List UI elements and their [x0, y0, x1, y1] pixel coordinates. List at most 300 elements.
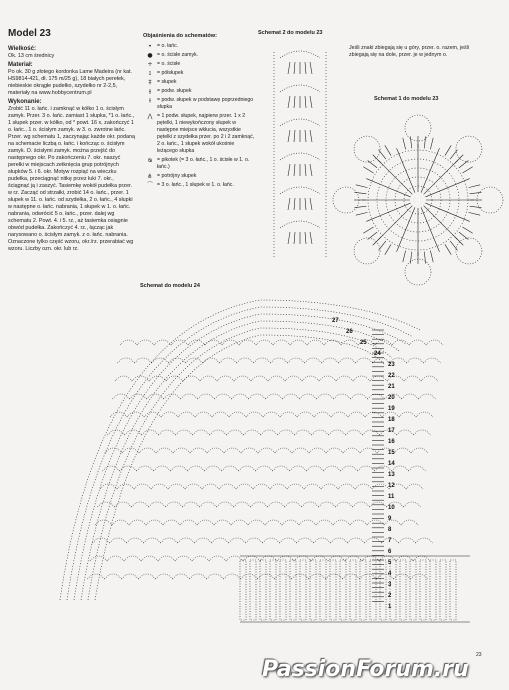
doily-fan-stitch	[424, 136, 425, 148]
border-block	[310, 560, 316, 620]
border-block	[240, 560, 246, 620]
strip-stitch	[288, 164, 290, 176]
row-number-label: 25	[360, 340, 367, 346]
mesh-arch	[232, 394, 249, 399]
mesh-arch	[207, 574, 224, 579]
mesh-arch	[149, 376, 166, 381]
row-number-label: 23	[388, 362, 395, 368]
doily-fan-stitch	[378, 150, 385, 159]
mesh-arch	[200, 502, 217, 507]
row-number-label: 3	[388, 582, 392, 588]
mesh-arch	[394, 448, 411, 453]
row-number-label: 1	[388, 604, 392, 610]
mesh-arch	[348, 412, 365, 417]
mesh-arch	[151, 484, 168, 489]
mesh-arch	[273, 466, 290, 471]
legend-symbol-icon: ‡	[148, 79, 152, 86]
mesh-arch	[152, 358, 169, 363]
mesh-arch	[309, 574, 326, 579]
mesh-arch	[127, 412, 144, 417]
mesh-arch	[353, 376, 370, 381]
doily-fan-stitch	[368, 232, 377, 239]
mesh-arch	[300, 394, 317, 399]
strip-stitch	[305, 164, 306, 176]
strip-arch	[280, 119, 320, 126]
material-heading: Materiał:	[8, 62, 33, 68]
mesh-arch	[200, 376, 217, 381]
legend-symbol-icon: ●	[147, 52, 153, 59]
mesh-arch	[282, 520, 299, 525]
mesh-arch	[288, 358, 305, 363]
doily-stitch	[425, 203, 469, 221]
row-number-label: 17	[388, 428, 395, 434]
bowl-outline	[74, 314, 406, 600]
legend-symbol-icon: ⋀	[147, 113, 153, 120]
mesh-arch	[336, 502, 353, 507]
mesh-arch	[234, 376, 251, 381]
mesh-arch	[324, 466, 341, 471]
legend-symbol-icon: ⋔	[147, 173, 153, 180]
row-number-label: 8	[388, 527, 392, 533]
mesh-arch	[317, 394, 334, 399]
strip-arch	[280, 153, 320, 160]
border-block	[260, 560, 266, 620]
mesh-arch	[254, 358, 271, 363]
mesh-arch	[217, 376, 234, 381]
doily-fan-stitch	[385, 145, 391, 155]
mesh-arch	[283, 394, 300, 399]
mesh-arch	[215, 394, 232, 399]
mesh-arch	[229, 538, 246, 543]
mesh-arch	[134, 484, 151, 489]
mesh-arch	[343, 448, 360, 453]
mesh-arch	[358, 466, 375, 471]
mesh-arch	[237, 358, 254, 363]
watermark-logo: PassionForum.ru	[262, 657, 469, 682]
mesh-arch	[209, 556, 226, 561]
row-number-label: 26	[346, 329, 353, 335]
mesh-arch	[275, 574, 292, 579]
mesh-arch	[414, 430, 431, 435]
strip-stitch	[294, 62, 295, 74]
mesh-arch	[360, 448, 377, 453]
mesh-arch	[164, 394, 181, 399]
mesh-arch	[156, 574, 173, 579]
legend-text: = podw. słupek	[157, 88, 192, 94]
mesh-arch	[275, 448, 292, 453]
mesh-arch	[168, 484, 185, 489]
mesh-arch	[326, 448, 343, 453]
legend-symbol-icon: ⫳	[148, 88, 152, 95]
mesh-arch	[130, 394, 147, 399]
top-note: Jeśli znaki zbiegają się u góry, przer. o. razem, jeśli zbiegają się na dole, przer. je w jednym o.	[349, 45, 470, 58]
mesh-arch	[309, 448, 326, 453]
mesh-arch	[183, 502, 200, 507]
strip-stitch	[294, 232, 295, 244]
mesh-arch	[202, 484, 219, 489]
mesh-arch	[139, 574, 156, 579]
mesh-arch	[251, 502, 268, 507]
strip-arch	[280, 85, 320, 92]
legend-symbol-icon: ɪ	[148, 70, 152, 77]
mesh-arch	[156, 448, 173, 453]
strip-stitch	[288, 130, 290, 142]
legend-text: = pikotek (= 3 o. łańc., 1 o. ścisłe w 1. o. łańc.)	[157, 157, 250, 170]
doily-fan-stitch	[373, 237, 381, 245]
mesh-arch	[266, 394, 283, 399]
mesh-arch	[122, 574, 139, 579]
mesh-arch	[416, 412, 433, 417]
doily-fan-stitch	[430, 138, 433, 150]
mesh-arch	[224, 448, 241, 453]
strip-stitch	[310, 232, 312, 244]
row-number-label: 14	[388, 461, 395, 467]
legend-symbol-icon: +	[147, 61, 153, 68]
mesh-arch	[338, 484, 355, 489]
mesh-arch	[404, 376, 421, 381]
mesh-arch	[113, 394, 130, 399]
mesh-arch	[249, 394, 266, 399]
mesh-arch	[329, 430, 346, 435]
doily-fan-stitch	[455, 237, 463, 245]
strip-stitch	[294, 96, 295, 108]
legend-title: Objaśnienia do schematów:	[143, 33, 217, 39]
mesh-arch	[132, 502, 149, 507]
mesh-arch	[270, 484, 287, 489]
doily-fan-stitch	[354, 206, 366, 207]
mesh-arch	[220, 358, 237, 363]
doily-fan-stitch	[470, 206, 482, 207]
mesh-arch	[399, 412, 416, 417]
mesh-arch	[95, 520, 112, 525]
strip-stitch	[305, 96, 306, 108]
schema-2-label: Schemat 2 do modelu 23	[258, 30, 323, 36]
mesh-arch	[205, 466, 222, 471]
mesh-arch	[234, 502, 251, 507]
mesh-arch	[280, 538, 297, 543]
mesh-arch	[110, 538, 127, 543]
border-block	[390, 560, 396, 620]
row-number-label: 19	[388, 406, 395, 412]
row-number-label: 16	[388, 439, 395, 445]
mesh-arch	[166, 376, 183, 381]
mesh-arch	[292, 448, 309, 453]
mesh-arch	[314, 538, 331, 543]
mesh-arch	[239, 466, 256, 471]
legend-text: = podw. słupek w podstawę poprzedniego słupka	[157, 97, 254, 110]
mesh-arch	[307, 466, 324, 471]
mesh-arch	[146, 520, 163, 525]
doily-fan-stitch	[410, 136, 411, 148]
mesh-arch	[180, 520, 197, 525]
strip-arch	[280, 221, 320, 228]
doily-fan-stitch	[373, 155, 381, 163]
mesh-arch	[149, 502, 166, 507]
work-heading: Wykonanie:	[8, 99, 42, 105]
mesh-arch	[271, 358, 288, 363]
border-block	[280, 560, 286, 620]
mesh-arch	[256, 466, 273, 471]
strip-arch	[280, 187, 320, 194]
strip-stitch	[288, 198, 290, 210]
mesh-arch	[231, 520, 248, 525]
mesh-arch	[171, 466, 188, 471]
legend-symbol-icon: ᴓ	[147, 157, 153, 164]
strip-stitch	[294, 130, 295, 142]
mesh-arch	[217, 502, 234, 507]
mesh-arch	[210, 430, 227, 435]
mesh-arch	[290, 466, 307, 471]
mesh-arch	[348, 538, 365, 543]
doily-fan-stitch	[403, 251, 406, 263]
doily-fan-stitch	[356, 212, 368, 215]
mesh-arch	[280, 412, 297, 417]
mesh-arch	[105, 448, 122, 453]
legend-symbol-icon: ⌒	[146, 182, 153, 189]
border-block	[330, 560, 336, 620]
border-block	[350, 560, 356, 620]
doily-fan-stitch	[378, 241, 385, 250]
mesh-arch	[350, 520, 367, 525]
mesh-arch	[163, 520, 180, 525]
mesh-arch	[409, 466, 426, 471]
legend-text: = 3 o. łańc., 1 słupek w 1. o. łańc.	[157, 182, 234, 188]
doily-fan-stitch	[459, 160, 468, 167]
legend-text: = półsłupek	[157, 70, 184, 76]
doily-fan-stitch	[424, 252, 425, 264]
row-number-label: 11	[388, 494, 395, 500]
mesh-arch	[367, 520, 384, 525]
mesh-arch	[297, 538, 314, 543]
doily-fan-stitch	[368, 160, 377, 167]
schema-24-label: Schemat do modelu 24	[140, 283, 200, 289]
mesh-arch	[203, 358, 220, 363]
doily-fan-stitch	[363, 227, 373, 233]
row-number-label: 21	[388, 384, 395, 390]
mesh-arch	[407, 358, 424, 363]
mesh-arch	[297, 412, 314, 417]
mesh-arch	[166, 502, 183, 507]
row-number-label: 2	[388, 593, 392, 599]
mesh-arch	[253, 484, 270, 489]
mesh-arch	[173, 448, 190, 453]
strip-stitch	[288, 232, 290, 244]
strip-stitch	[305, 232, 306, 244]
mesh-arch	[246, 538, 263, 543]
strip-stitch	[305, 130, 306, 142]
mesh-arch	[178, 538, 195, 543]
mesh-arch	[278, 430, 295, 435]
mesh-arch	[117, 484, 134, 489]
size-heading: Wielkość:	[8, 46, 36, 52]
border-block	[400, 560, 406, 620]
doily-fan-stitch	[469, 185, 481, 188]
doily-fan-stitch	[462, 227, 472, 233]
mesh-arch	[212, 538, 229, 543]
mesh-arch	[176, 430, 193, 435]
mesh-arch	[401, 520, 418, 525]
mesh-arch	[132, 376, 149, 381]
mesh-arch	[397, 430, 414, 435]
mesh-arch	[183, 376, 200, 381]
row-number-label: 5	[388, 560, 392, 566]
mesh-arch	[115, 502, 132, 507]
row-number-label: 9	[388, 516, 392, 522]
row-number-label: 22	[388, 373, 395, 379]
mesh-arch	[316, 520, 333, 525]
row-number-label: 13	[388, 472, 395, 478]
legend-text: = o. ścisłe	[157, 61, 181, 67]
border-block	[450, 560, 456, 620]
mesh-arch	[273, 340, 290, 345]
mesh-arch	[214, 520, 231, 525]
mesh-arch	[108, 430, 125, 435]
mesh-arch	[424, 358, 441, 363]
doily-stitch	[378, 160, 412, 194]
mesh-arch	[137, 466, 154, 471]
mesh-arch	[346, 430, 363, 435]
mesh-arch	[185, 484, 202, 489]
border-block	[420, 560, 426, 620]
legend-symbol-icon: •	[148, 43, 152, 50]
mesh-arch	[421, 376, 438, 381]
mesh-arch	[331, 538, 348, 543]
mesh-arch	[161, 412, 178, 417]
mesh-arch	[115, 376, 132, 381]
material-text: Po ok. 30 g złotego kordonka Lame Madeira (nr kat. HS9814-421, dł. 175 m/25 g), 18 białych perełek, niebieskie okrągłe pudełko, szydełko nr 2-2,5, materiały na www.hobbycentrum.pl	[8, 69, 133, 96]
mesh-arch	[241, 574, 258, 579]
bowl-outline	[88, 328, 392, 600]
mesh-arch	[268, 502, 285, 507]
mesh-arch	[139, 448, 156, 453]
mesh-arch	[190, 448, 207, 453]
doily-stitch	[366, 179, 410, 197]
strip-stitch	[294, 164, 295, 176]
mesh-arch	[341, 340, 358, 345]
doily-fan-stitch	[430, 251, 433, 263]
mesh-arch	[175, 556, 192, 561]
mesh-arch	[142, 430, 159, 435]
mesh-arch	[147, 394, 164, 399]
border-block	[290, 560, 296, 620]
mesh-arch	[120, 466, 137, 471]
strip-stitch	[310, 130, 312, 142]
legend-symbol-icon: ⫲	[149, 97, 151, 104]
mesh-arch	[404, 502, 421, 507]
mesh-arch	[135, 358, 152, 363]
border-block	[340, 560, 346, 620]
mesh-arch	[192, 556, 209, 561]
mesh-arch	[207, 448, 224, 453]
work-text: Zrobić 11 o. łańc. i zamknąć w kółko 1 o. ścisłym zamyk. Przer. 3 o. łańc. zamiast 1 słupka, *1 o. łańc., 1 słupek przer. w kółko, od * powt. 16 x, zakończyć 1 o. łańc., 1 o. ścisłym zamyk. w 3. o. zwrotne łańc. Przer. wg schematu 1, zaczynając każde okr. podaną na schemacie liczbą o. łańc. i kończąc o. ścisłym zamyk. O. ścisłymi zamyk. można przejść do następnego okr. Po zakończeniu 7. okr. naszyć perełki w miejscach zetknięcia grup potrójnych słupków 5. i 6. okr. Motyw rozpiąć na wieczku pudełka, przeciągnąć nitkę przez łuki 7. okr., ściągnąć ją i zaszyć. Tasiemkę wokół pudełka przer. w rz. Zacząć od strzałki, zrobić 14 o. łańc., przer. 1 słupek w 11. o. łańc. od szydełka, 2 o. łańc., 4 słupki w następne o. łańc. nabrania, 1 słupek w 1. o. łańc. nabrania, odwrócić 5 o. łańc., przer. dalej wg schematu 2. Powt. 4. i 5. rz., aż tasiemka osiągnie obwód pudełka. Zakończyć 4. rz., łącząc jak narysowano o. ścisłym zamyk. z o. łańc. nabrania. Oznaczone tylko część wzoru, okr./rz. przerabiać wg wzoru. Liczby ozn. okr. lub rz.	[8, 106, 136, 252]
mesh-arch	[419, 394, 436, 399]
doily-stitch	[397, 207, 415, 251]
strip-stitch	[288, 96, 290, 108]
mesh-arch	[181, 394, 198, 399]
row-number-label: 12	[388, 483, 395, 489]
mesh-arch	[324, 340, 341, 345]
mesh-arch	[195, 412, 212, 417]
mesh-arch	[105, 574, 122, 579]
mesh-arch	[178, 412, 195, 417]
mesh-arch	[411, 574, 428, 579]
mesh-arch	[290, 340, 307, 345]
mesh-arch	[224, 574, 241, 579]
doily-stitch	[397, 148, 415, 192]
mesh-arch	[197, 520, 214, 525]
border-block	[360, 560, 366, 620]
doily-fan-stitch	[410, 252, 411, 264]
mesh-arch	[88, 574, 105, 579]
strip-arch	[280, 51, 320, 58]
doily-fan-stitch	[455, 155, 463, 163]
row-number-label: 20	[388, 395, 395, 401]
strip-stitch	[310, 62, 312, 74]
doily-fan-stitch	[385, 244, 391, 254]
mesh-arch	[339, 358, 356, 363]
mesh-arch	[120, 340, 137, 345]
row-number-label: 15	[388, 450, 395, 456]
mesh-arch	[409, 340, 426, 345]
mesh-arch	[98, 502, 115, 507]
mesh-arch	[103, 466, 120, 471]
doily-fan-stitch	[363, 167, 373, 173]
mesh-arch	[227, 430, 244, 435]
doily-fan-stitch	[403, 138, 406, 150]
strip-stitch	[305, 62, 306, 74]
mesh-arch	[212, 412, 229, 417]
mesh-arch	[248, 520, 265, 525]
mesh-arch	[118, 358, 135, 363]
legend-text: = 1 podw. słupek, najpierw przer. 1 x 2 pętelki, 1 niewykończony słupek w następne miejsce wkłucia, wszystkie pętelki z szydełka przer. po 2 i 2 zamknąć, 2 o. łańc., 1 słupek wokół ukośnie leżącego słupka	[157, 113, 255, 154]
mesh-arch	[229, 412, 246, 417]
mesh-arch	[161, 538, 178, 543]
mesh-arch	[241, 448, 258, 453]
mesh-arch	[365, 538, 382, 543]
mesh-arch	[307, 340, 324, 345]
mesh-arch	[256, 340, 273, 345]
mesh-arch	[198, 394, 215, 399]
doily-fan-stitch	[459, 232, 468, 239]
mesh-arch	[265, 520, 282, 525]
strip-stitch	[288, 62, 290, 74]
strip-stitch	[294, 198, 295, 210]
mesh-arch	[426, 340, 443, 345]
mesh-arch	[406, 484, 423, 489]
doily-fan-stitch	[354, 192, 366, 193]
border-block	[270, 560, 276, 620]
mesh-arch	[319, 376, 336, 381]
mesh-arch	[125, 430, 142, 435]
mesh-arch	[343, 574, 360, 579]
mesh-arch	[190, 574, 207, 579]
border-block	[430, 560, 436, 620]
mesh-arch	[333, 520, 350, 525]
mesh-arch	[334, 394, 351, 399]
strip-stitch	[310, 96, 312, 108]
mesh-arch	[158, 556, 175, 561]
mesh-arch	[341, 466, 358, 471]
mesh-arch	[285, 376, 302, 381]
mesh-arch	[363, 430, 380, 435]
mesh-arch	[127, 538, 144, 543]
mesh-arch	[251, 376, 268, 381]
mesh-arch	[90, 556, 107, 561]
mesh-arch	[384, 520, 401, 525]
mesh-arch	[159, 430, 176, 435]
size-text: Ok. 13 cm średnicy	[8, 53, 55, 59]
strip-stitch	[310, 198, 312, 210]
